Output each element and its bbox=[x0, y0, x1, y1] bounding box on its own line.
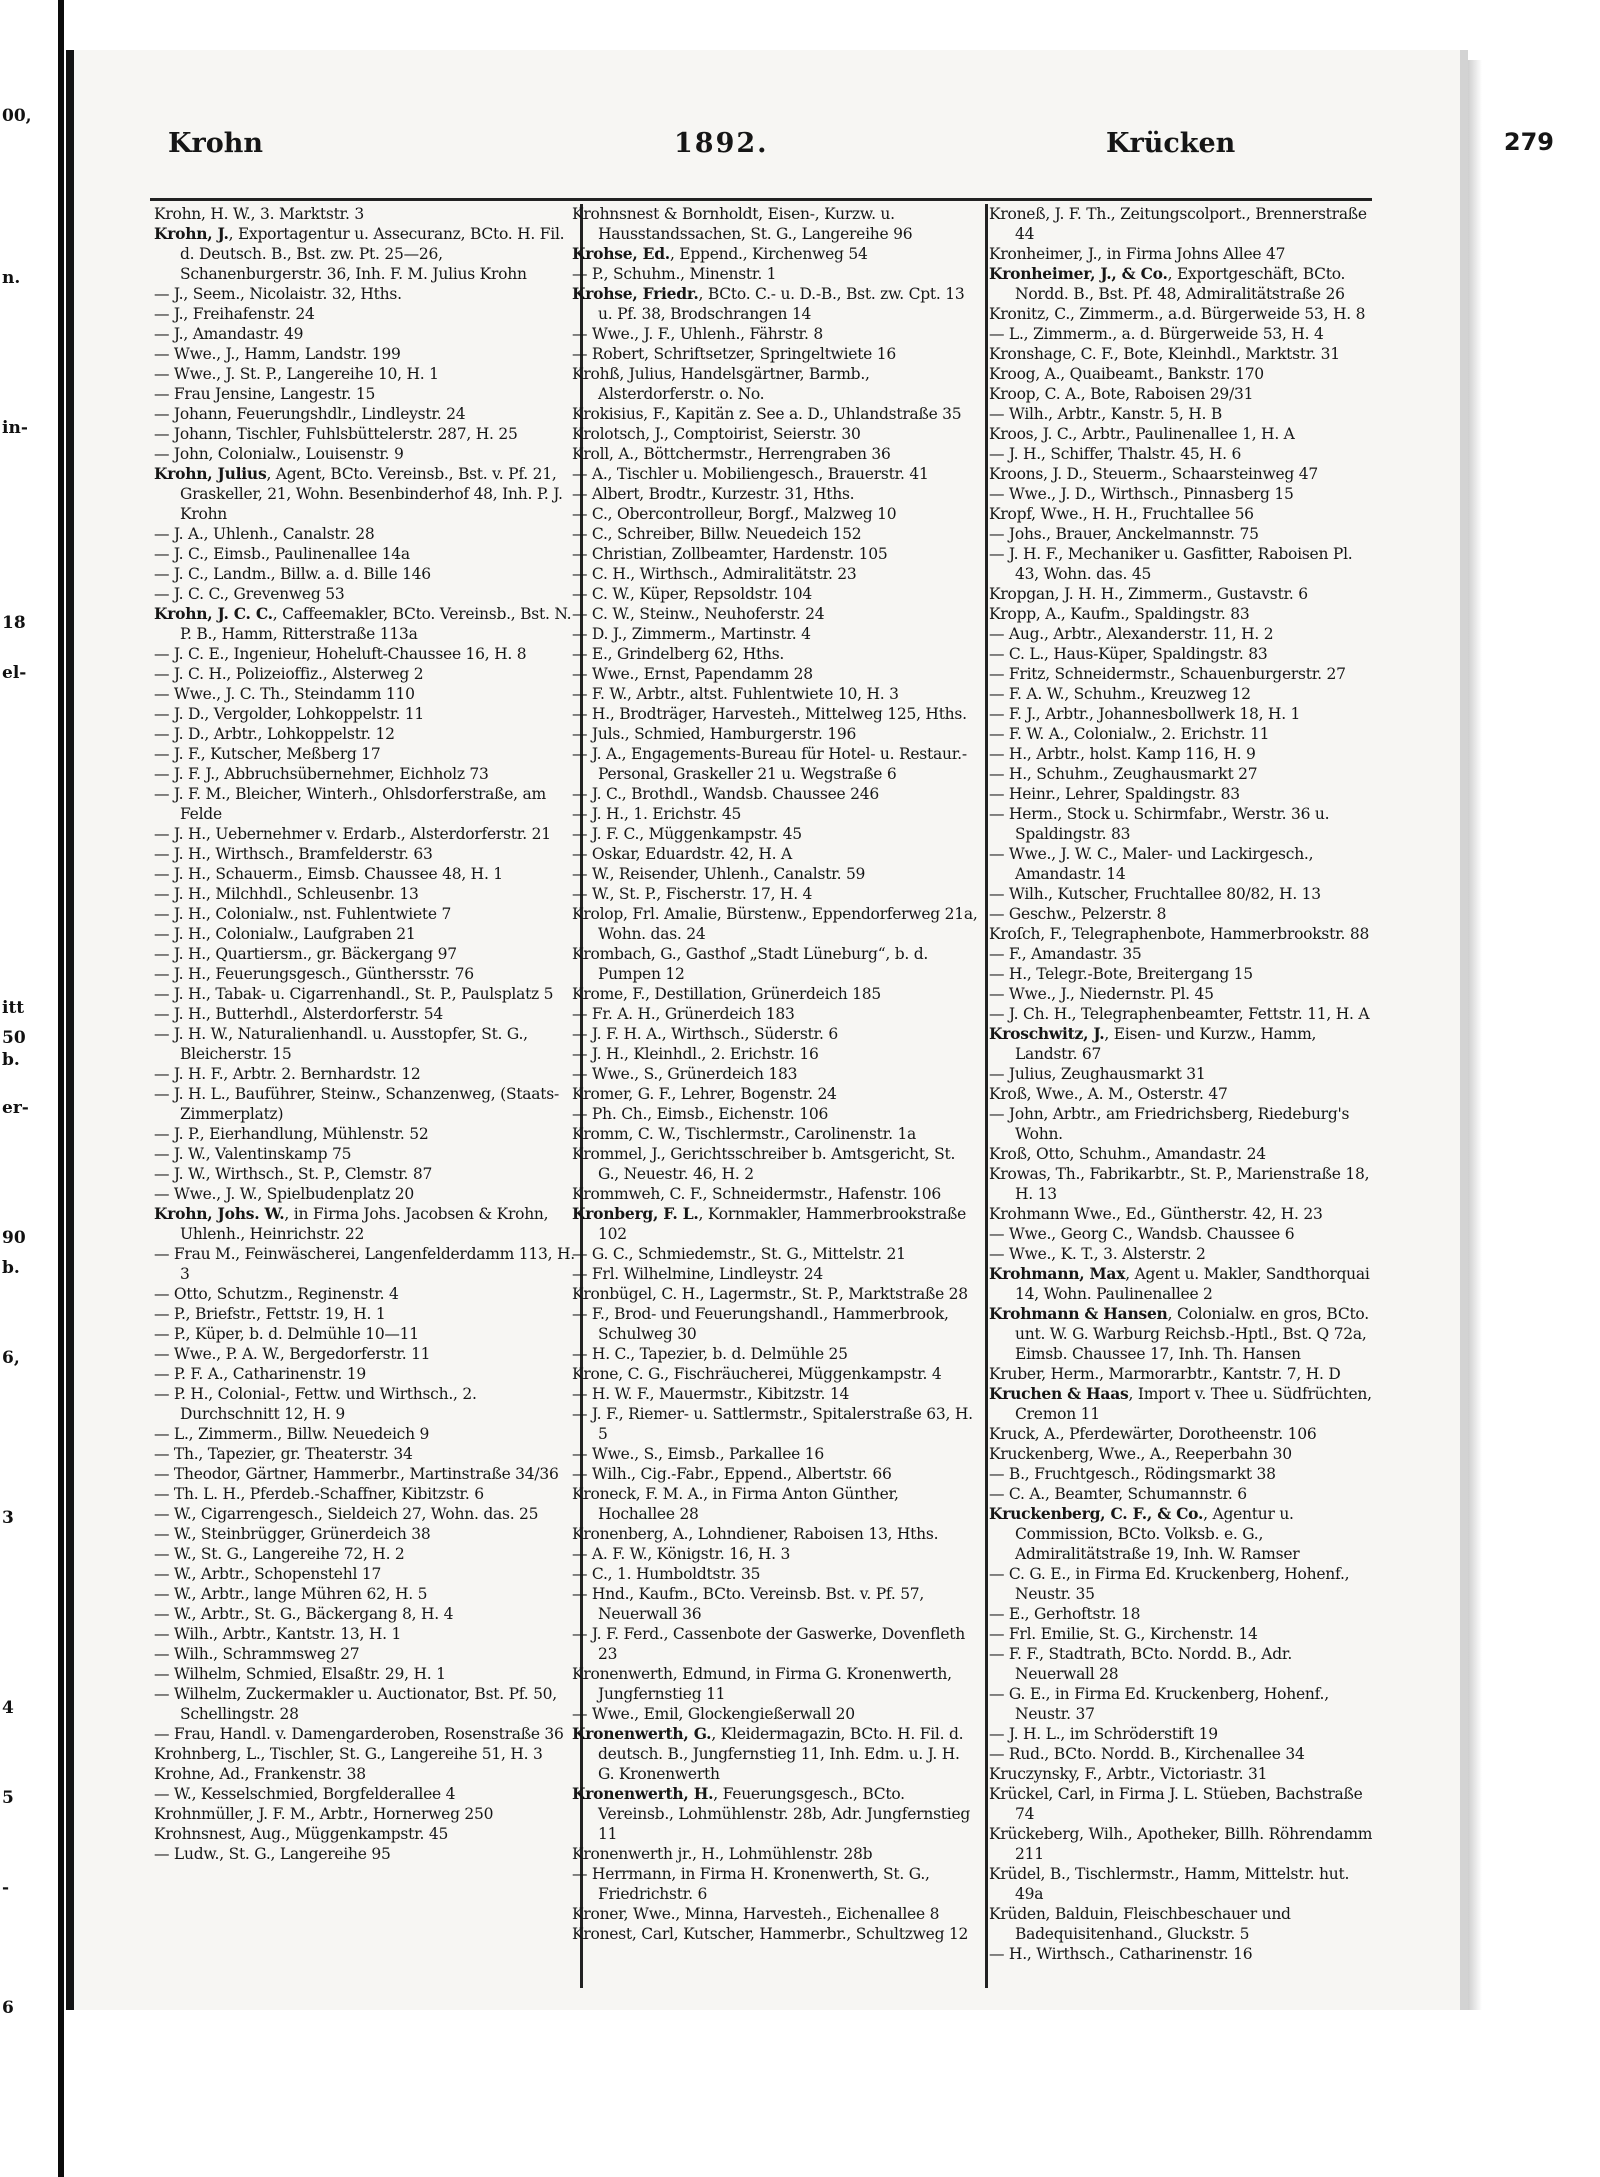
directory-entry: Krokisius, F., Kapitän z. See a. D., Uhlandstraße 35 bbox=[572, 405, 962, 423]
directory-entry: — Oskar, Eduardstr. 42, H. A bbox=[572, 845, 792, 863]
directory-entry: Krolop, Frl. Amalie, Bürstenw., Eppendorferweg 21a, Wohn. das. 24 bbox=[572, 905, 978, 943]
directory-entry: Kruckenberg, Wwe., A., Reeperbahn 30 bbox=[989, 1445, 1292, 1463]
directory-entry: — J. F. J., Abbruchsübernehmer, Eichholz 73 bbox=[154, 765, 489, 783]
directory-entry: Kroog, A., Quaibeamt., Bankstr. 170 bbox=[989, 365, 1264, 383]
directory-entry: Kropp, A., Kaufm., Spaldingstr. 83 bbox=[989, 605, 1250, 623]
directory-entry: Kruck, A., Pferdewärter, Dorotheenstr. 106 bbox=[989, 1425, 1317, 1443]
directory-entry: Kronenwerth, G., Kleidermagazin, BCto. H. Fil. d. deutsch. B., Jungfernstieg 11, Inh. Edm. u. J. H. G. Kronenwerth bbox=[572, 1724, 964, 1783]
directory-entry: — C. W., Steinw., Neuhoferstr. 24 bbox=[572, 605, 825, 623]
directory-entry: — J. D., Vergolder, Lohkoppelstr. 11 bbox=[154, 705, 424, 723]
directory-entry: — Christian, Zollbeamter, Hardenstr. 105 bbox=[572, 545, 888, 563]
header-rule bbox=[150, 198, 1372, 201]
directory-entry: — J. C. C., Grevenweg 53 bbox=[154, 585, 345, 603]
directory-entry: — Johs., Brauer, Anckelmannstr. 75 bbox=[989, 525, 1259, 543]
directory-entry: — Theodor, Gärtner, Hammerbr., Martinstraße 34/36 bbox=[154, 1465, 559, 1483]
directory-entry: — G. C., Schmiedemstr., St. G., Mittelstr. 21 bbox=[572, 1245, 906, 1263]
directory-column-1 bbox=[154, 204, 576, 1988]
directory-entry: Krückeberg, Wilh., Apotheker, Billh. Röhrendamm 211 bbox=[989, 1825, 1373, 1863]
margin-fragment: - bbox=[2, 1878, 10, 1898]
directory-entry: — John, Colonialw., Louisenstr. 9 bbox=[154, 445, 404, 463]
directory-entry: — Th., Tapezier, gr. Theaterstr. 34 bbox=[154, 1445, 413, 1463]
directory-entry: — W., Steinbrügger, Grünerdeich 38 bbox=[154, 1525, 431, 1543]
page-header bbox=[76, 122, 1554, 164]
directory-entry: Kronenberg, A., Lohndiener, Raboisen 13, Hths. bbox=[572, 1525, 939, 1543]
directory-entry: — J. F., Riemer- u. Sattlermstr., Spitalerstraße 63, H. 5 bbox=[572, 1405, 973, 1443]
margin-fragment: 6 bbox=[2, 1998, 14, 2018]
directory-entry: — F. W., Arbtr., altst. Fuhlentwiete 10, H. 3 bbox=[572, 685, 899, 703]
directory-entry: — H., Schuhm., Zeughausmarkt 27 bbox=[989, 765, 1258, 783]
directory-entry: Kronshage, C. F., Bote, Kleinhdl., Marktstr. 31 bbox=[989, 345, 1340, 363]
directory-entry: — J. F., Kutscher, Meßberg 17 bbox=[154, 745, 381, 763]
directory-entry: — Albert, Brodtr., Kurzestr. 31, Hths. bbox=[572, 485, 855, 503]
directory-entry: — W., St. G., Langereihe 72, H. 2 bbox=[154, 1545, 405, 1563]
directory-entry: — Wwe., Ernst, Papendamm 28 bbox=[572, 665, 813, 683]
directory-entry: — J. H., Uebernehmer v. Erdarb., Alsterdorferstr. 21 bbox=[154, 825, 551, 843]
header-year: 1892. bbox=[674, 128, 769, 159]
directory-entry: — Wilhelm, Zuckermakler u. Auctionator, Bst. Pf. 50, Schellingstr. 28 bbox=[154, 1685, 557, 1723]
directory-entry: — Wwe., J. St. P., Langereihe 10, H. 1 bbox=[154, 365, 439, 383]
directory-entry: Kronheimer, J., & Co., Exportgeschäft, BCto. Nordd. B., Bst. Pf. 48, Admiralitätstraße 26 bbox=[989, 264, 1346, 303]
directory-entry: Kronitz, C., Zimmerm., a.d. Bürgerweide 53, H. 8 bbox=[989, 305, 1366, 323]
directory-entry: — H., Brodträger, Harvesteh., Mittelweg 125, Hths. bbox=[572, 705, 967, 723]
directory-entry: — J. P., Eierhandlung, Mühlenstr. 52 bbox=[154, 1125, 429, 1143]
directory-entry: Kropgan, J. H. H., Zimmerm., Gustavstr. 6 bbox=[989, 585, 1308, 603]
directory-entry: Kroop, C. A., Bote, Raboisen 29/31 bbox=[989, 385, 1254, 403]
directory-entry: Krommel, J., Gerichtsschreiber b. Amtsgericht, St. G., Neuestr. 46, H. 2 bbox=[572, 1145, 956, 1183]
directory-entry: Kroschwitz, J., Eisen- und Kurzw., Hamm, Landstr. 67 bbox=[989, 1024, 1317, 1063]
directory-entry: — Wwe., J. C. Th., Steindamm 110 bbox=[154, 685, 415, 703]
directory-entry: — J. H., Wirthsch., Bramfelderstr. 63 bbox=[154, 845, 433, 863]
margin-fragment: 6, bbox=[2, 1348, 20, 1368]
directory-entry: — Frau Jensine, Langestr. 15 bbox=[154, 385, 376, 403]
directory-entry: Krome, F., Destillation, Grünerdeich 185 bbox=[572, 985, 881, 1003]
directory-entry: — P., Briefstr., Fettstr. 19, H. 1 bbox=[154, 1305, 386, 1323]
directory-entry: — C., Schreiber, Billw. Neuedeich 152 bbox=[572, 525, 862, 543]
directory-entry: — D. J., Zimmerm., Martinstr. 4 bbox=[572, 625, 811, 643]
directory-entry: — Frau M., Feinwäscherei, Langenfelderdamm 113, H. 3 bbox=[154, 1245, 575, 1283]
directory-entry: — Wilh., Kutscher, Fruchtallee 80/82, H. 13 bbox=[989, 885, 1321, 903]
directory-entry: Kroneß, J. F. Th., Zeitungscolport., Brennerstraße 44 bbox=[989, 205, 1367, 243]
directory-entry: Krohß, Julius, Handelsgärtner, Barmb., Alsterdorferstr. o. No. bbox=[572, 365, 870, 403]
margin-fragment: b. bbox=[2, 1050, 20, 1070]
directory-entry: Krohse, Ed., Eppend., Kirchenweg 54 bbox=[572, 244, 868, 263]
margin-fragment: el- bbox=[2, 663, 27, 683]
directory-entry: Krückel, Carl, in Firma J. L. Stüeben, Bachstraße 74 bbox=[989, 1785, 1363, 1823]
directory-entry: Krohn, J. C. C., Caffeemakler, BCto. Vereinsb., Bst. N. P. B., Hamm, Ritterstraße 113a bbox=[154, 604, 572, 643]
directory-entry: — Wwe., Georg C., Wandsb. Chaussee 6 bbox=[989, 1225, 1295, 1243]
header-left-guideword: Krohn bbox=[168, 128, 263, 159]
directory-entry: — J. H., Quartiersm., gr. Bäckergang 97 bbox=[154, 945, 457, 963]
directory-entry: — Wilh., Arbtr., Kanstr. 5, H. B bbox=[989, 405, 1223, 423]
directory-entry: — J. C., Landm., Billw. a. d. Bille 146 bbox=[154, 565, 431, 583]
directory-entry: — J. H., Schiffer, Thalstr. 45, H. 6 bbox=[989, 445, 1242, 463]
directory-entry: — F. J., Arbtr., Johannesbollwerk 18, H. 1 bbox=[989, 705, 1301, 723]
directory-entry: — J. H. F., Arbtr. 2. Bernhardstr. 12 bbox=[154, 1065, 421, 1083]
directory-entry: Krohnberg, L., Tischler, St. G., Langereihe 51, H. 3 bbox=[154, 1745, 543, 1763]
directory-entry: — F. F., Stadtrath, BCto. Nordd. B., Adr. Neuerwall 28 bbox=[989, 1645, 1293, 1683]
directory-entry: — F. A. W., Schuhm., Kreuzweg 12 bbox=[989, 685, 1251, 703]
directory-entry: — Wwe., J. W. C., Maler- und Lackirgesch., Amandastr. 14 bbox=[989, 845, 1314, 883]
directory-entry: Krohse, Friedr., BCto. C.- u. D.-B., Bst. zw. Cpt. 13 u. Pf. 38, Brodschrangen 14 bbox=[572, 284, 965, 323]
directory-entry: — J. F. Ferd., Cassenbote der Gaswerke, Dovenfleth 23 bbox=[572, 1625, 965, 1663]
directory-entry: — H., Arbtr., holst. Kamp 116, H. 9 bbox=[989, 745, 1256, 763]
directory-entry: — J. H. L., im Schröderstift 19 bbox=[989, 1725, 1218, 1743]
header-right-guideword: Krücken bbox=[1106, 128, 1236, 159]
directory-entry: Kroß, Wwe., A. M., Osterstr. 47 bbox=[989, 1085, 1228, 1103]
directory-entry: — J. F. C., Müggenkampstr. 45 bbox=[572, 825, 802, 843]
directory-entry: — F., Amandastr. 35 bbox=[989, 945, 1142, 963]
directory-entry: Krohnmüller, J. F. M., Arbtr., Hornerweg 250 bbox=[154, 1805, 494, 1823]
directory-entry: — L., Zimmerm., a. d. Bürgerweide 53, H. 4 bbox=[989, 325, 1324, 343]
directory-entry: Krone, C. G., Fischräucherei, Müggenkampstr. 4 bbox=[572, 1365, 942, 1383]
page-shadow bbox=[1468, 60, 1482, 2010]
directory-entry: — W., Arbtr., Schopenstehl 17 bbox=[154, 1565, 382, 1583]
directory-entry: — Juls., Schmied, Hamburgerstr. 196 bbox=[572, 725, 857, 743]
directory-entry: — J. F. H. A., Wirthsch., Süderstr. 6 bbox=[572, 1025, 838, 1043]
column-divider bbox=[985, 204, 988, 1988]
directory-entry: — Wilh., Arbtr., Kantstr. 13, H. 1 bbox=[154, 1625, 402, 1643]
margin-fragment: 5 bbox=[2, 1788, 14, 1808]
directory-entry: — Hnd., Kaufm., BCto. Vereinsb. Bst. v. Pf. 57, Neuerwall 36 bbox=[572, 1585, 925, 1623]
directory-entry: — Frau, Handl. v. Damengarderoben, Rosenstraße 36 bbox=[154, 1725, 564, 1743]
directory-entry: — J. F. M., Bleicher, Winterh., Ohlsdorferstraße, am Felde bbox=[154, 785, 546, 823]
directory-entry: — H. W. F., Mauermstr., Kibitzstr. 14 bbox=[572, 1385, 850, 1403]
directory-entry: — Frl. Emilie, St. G., Kirchenstr. 14 bbox=[989, 1625, 1258, 1643]
directory-entry: — P., Küper, b. d. Delmühle 10—11 bbox=[154, 1325, 419, 1343]
directory-entry: Krüdel, B., Tischlermstr., Hamm, Mittelstr. hut. 49a bbox=[989, 1865, 1350, 1903]
margin-fragment: b. bbox=[2, 1258, 20, 1278]
margin-fragment: 3 bbox=[2, 1508, 14, 1528]
directory-entry: — J. H., 1. Erichstr. 45 bbox=[572, 805, 742, 823]
directory-entry: Krohn, Johs. W., in Firma Johs. Jacobsen & Krohn, Uhlenh., Heinrichstr. 22 bbox=[154, 1204, 549, 1243]
directory-entry: — J., Freihafenstr. 24 bbox=[154, 305, 315, 323]
directory-entry: Kruczynsky, F., Arbtr., Victoriastr. 31 bbox=[989, 1765, 1268, 1783]
directory-entry: Krommweh, C. F., Schneidermstr., Hafenstr. 106 bbox=[572, 1185, 942, 1203]
directory-entry: — P. F. A., Catharinenstr. 19 bbox=[154, 1365, 367, 1383]
directory-entry: — Aug., Arbtr., Alexanderstr. 11, H. 2 bbox=[989, 625, 1274, 643]
directory-entry: — Wwe., J. D., Wirthsch., Pinnasberg 15 bbox=[989, 485, 1294, 503]
directory-entry: — C. H., Wirthsch., Admiralitätstr. 23 bbox=[572, 565, 857, 583]
directory-entry: Kruber, Herm., Marmorarbtr., Kantstr. 7, H. D bbox=[989, 1365, 1341, 1383]
directory-entry: — Ph. Ch., Eimsb., Eichenstr. 106 bbox=[572, 1105, 829, 1123]
directory-entry: — F. W. A., Colonialw., 2. Erichstr. 11 bbox=[989, 725, 1270, 743]
directory-entry: — Th. L. H., Pferdeb.-Schaffner, Kibitzstr. 6 bbox=[154, 1485, 484, 1503]
directory-entry: — H. C., Tapezier, b. d. Delmühle 25 bbox=[572, 1345, 848, 1363]
directory-entry: — Wwe., J. W., Spielbudenplatz 20 bbox=[154, 1185, 414, 1203]
directory-entry: Kroß, Otto, Schuhm., Amandastr. 24 bbox=[989, 1145, 1266, 1163]
directory-entry: Krombach, G., Gasthof „Stadt Lüneburg“, b. d. Pumpen 12 bbox=[572, 945, 929, 983]
directory-entry: — J. A., Uhlenh., Canalstr. 28 bbox=[154, 525, 375, 543]
directory-entry: — J. A., Engagements-Bureau für Hotel- u. Restaur.-Personal, Graskeller 21 u. Wegstraße 6 bbox=[572, 745, 967, 783]
directory-entry: Kroll, A., Böttchermstr., Herrengraben 36 bbox=[572, 445, 891, 463]
directory-entry: — P. H., Colonial-, Fettw. und Wirthsch., 2. Durchschnitt 12, H. 9 bbox=[154, 1385, 477, 1423]
directory-entry: — H., Telegr.-Bote, Breitergang 15 bbox=[989, 965, 1253, 983]
directory-entry: — W., Arbtr., St. G., Bäckergang 8, H. 4 bbox=[154, 1605, 454, 1623]
directory-entry: — Fritz, Schneidermstr., Schauenburgerstr. 27 bbox=[989, 665, 1346, 683]
directory-entry: Krolotsch, J., Comptoirist, Seierstr. 30 bbox=[572, 425, 861, 443]
directory-entry: — W., St. P., Fischerstr. 17, H. 4 bbox=[572, 885, 813, 903]
directory-entry: — C., Obercontrolleur, Borgf., Malzweg 10 bbox=[572, 505, 897, 523]
directory-entry: Krüden, Balduin, Fleischbeschauer und Badequisitenhand., Gluckstr. 5 bbox=[989, 1905, 1291, 1943]
directory-entry: Krohmann, Max, Agent u. Makler, Sandthorquai 14, Wohn. Paulinenallee 2 bbox=[989, 1264, 1370, 1303]
directory-entry: Kronest, Carl, Kutscher, Hammerbr., Schultzweg 12 bbox=[572, 1925, 969, 1943]
directory-entry: — Wwe., S., Grünerdeich 183 bbox=[572, 1065, 798, 1083]
directory-entry: — J. H., Milchhdl., Schleusenbr. 13 bbox=[154, 885, 419, 903]
directory-entry: — John, Arbtr., am Friedrichsberg, Riedeburg's Wohn. bbox=[989, 1105, 1350, 1143]
directory-entry: — Wwe., S., Eimsb., Parkallee 16 bbox=[572, 1445, 824, 1463]
directory-entry: — J. H., Colonialw., nst. Fuhlentwiete 7 bbox=[154, 905, 452, 923]
directory-entry: — W., Arbtr., lange Mühren 62, H. 5 bbox=[154, 1585, 428, 1603]
directory-entry: Krohnsnest & Bornholdt, Eisen-, Kurzw. u. Hausstandssachen, St. G., Langereihe 96 bbox=[572, 205, 913, 243]
left-page-edge bbox=[0, 0, 64, 2177]
directory-entry: — Wilh., Cig.-Fabr., Eppend., Albertstr. 66 bbox=[572, 1465, 892, 1483]
directory-entry: — J. H., Feuerungsgesch., Günthersstr. 76 bbox=[154, 965, 474, 983]
directory-entry: — A., Tischler u. Mobiliengesch., Brauerstr. 41 bbox=[572, 465, 929, 483]
margin-fragment: in- bbox=[2, 418, 28, 438]
directory-entry: — J. W., Valentinskamp 75 bbox=[154, 1145, 352, 1163]
directory-entry: Kroos, J. C., Arbtr., Paulinenallee 1, H. A bbox=[989, 425, 1295, 443]
directory-entry: Kromer, G. F., Lehrer, Bogenstr. 24 bbox=[572, 1085, 837, 1103]
directory-entry: — L., Zimmerm., Billw. Neuedeich 9 bbox=[154, 1425, 430, 1443]
directory-entry: — Otto, Schutzm., Reginenstr. 4 bbox=[154, 1285, 399, 1303]
directory-entry: — Wwe., J., Hamm, Landstr. 199 bbox=[154, 345, 401, 363]
directory-entry: — F., Brod- und Feuerungshandl., Hammerbrook, Schulweg 30 bbox=[572, 1305, 949, 1343]
directory-column-3 bbox=[989, 204, 1375, 1988]
directory-entry: — Rud., BCto. Nordd. B., Kirchenallee 34 bbox=[989, 1745, 1305, 1763]
directory-entry: — P., Schuhm., Minenstr. 1 bbox=[572, 265, 777, 283]
directory-entry: — Ludw., St. G., Langereihe 95 bbox=[154, 1845, 391, 1863]
directory-entry: — Julius, Zeughausmarkt 31 bbox=[989, 1065, 1206, 1083]
page-number: 279 bbox=[1503, 128, 1554, 156]
directory-entry: — Wwe., Emil, Glockengießerwall 20 bbox=[572, 1705, 855, 1723]
margin-fragment: itt bbox=[2, 998, 25, 1018]
directory-entry: — J. H., Tabak- u. Cigarrenhandl., St. P., Paulsplatz 5 bbox=[154, 985, 554, 1003]
directory-entry: — H., Wirthsch., Catharinenstr. 16 bbox=[989, 1945, 1253, 1963]
directory-entry: — W., Reisender, Uhlenh., Canalstr. 59 bbox=[572, 865, 866, 883]
margin-fragment: 18 bbox=[2, 613, 26, 633]
directory-entry: — Fr. A. H., Grünerdeich 183 bbox=[572, 1005, 795, 1023]
margin-fragment: 90 bbox=[2, 1228, 26, 1248]
directory-entry: Kronenwerth jr., H., Lohmühlenstr. 28b bbox=[572, 1845, 873, 1863]
directory-entry: — J., Amandastr. 49 bbox=[154, 325, 304, 343]
directory-entry: Krohmann Wwe., Ed., Güntherstr. 42, H. 23 bbox=[989, 1205, 1323, 1223]
directory-entry: Kroſch, F., Telegraphenbote, Hammerbrookstr. 88 bbox=[989, 925, 1370, 943]
margin-fragment: 4 bbox=[2, 1698, 14, 1718]
directory-entry: — Geschw., Pelzerstr. 8 bbox=[989, 905, 1167, 923]
directory-entry: — Wwe., K. T., 3. Alsterstr. 2 bbox=[989, 1245, 1206, 1263]
directory-entry: — J. H., Butterhdl., Alsterdorferstr. 54 bbox=[154, 1005, 444, 1023]
margin-fragment: er- bbox=[2, 1098, 29, 1118]
directory-entry: — C. W., Küper, Repsoldstr. 104 bbox=[572, 585, 812, 603]
directory-entry: — J. H. W., Naturalienhandl. u. Ausstopfer, St. G., Bleicherstr. 15 bbox=[154, 1025, 528, 1063]
directory-entry: — J. H., Kleinhdl., 2. Erichstr. 16 bbox=[572, 1045, 819, 1063]
directory-entry: — J. Ch. H., Telegraphenbeamter, Fettstr. 11, H. A bbox=[989, 1005, 1370, 1023]
directory-entry: Krohmann & Hansen, Colonialw. en gros, BCto. unt. W. G. Warburg Reichsb.-Hptl., Bst. Q 72a, Eimsb. Chaussee 17, Inh. Th. Hansen bbox=[989, 1304, 1369, 1363]
directory-entry: — J. C. E., Ingenieur, Hoheluft-Chaussee 16, H. 8 bbox=[154, 645, 527, 663]
book-gutter bbox=[66, 50, 74, 2010]
directory-entry: Kronenwerth, Edmund, in Firma G. Kronenwerth, Jungfernstieg 11 bbox=[572, 1665, 952, 1703]
directory-entry: — J. C. H., Polizeioffiz., Alsterweg 2 bbox=[154, 665, 424, 683]
directory-entry: — Heinr., Lehrer, Spaldingstr. 83 bbox=[989, 785, 1240, 803]
directory-entry: — A. F. W., Königstr. 16, H. 3 bbox=[572, 1545, 791, 1563]
directory-entry: Kronenwerth, H., Feuerungsgesch., BCto. Vereinsb., Lohmühlenstr. 28b, Adr. Jungfernstieg 11 bbox=[572, 1784, 971, 1843]
directory-entry: Krohn, J., Exportagentur u. Assecuranz, BCto. H. Fil. d. Deutsch. B., Bst. zw. Pt. 25—26, Schanenburgerstr. 36, Inh. F. M. Julius Krohn bbox=[154, 224, 565, 283]
directory-entry: Kroner, Wwe., Minna, Harvesteh., Eichenallee 8 bbox=[572, 1905, 940, 1923]
directory-entry: — J. D., Arbtr., Lohkoppelstr. 12 bbox=[154, 725, 395, 743]
directory-entry: — C. L., Haus-Küper, Spaldingstr. 83 bbox=[989, 645, 1268, 663]
directory-entry: — J., Seem., Nicolaistr. 32, Hths. bbox=[154, 285, 402, 303]
directory-entry: Krohnsnest, Aug., Müggenkampstr. 45 bbox=[154, 1825, 449, 1843]
directory-entry: — J. H. F., Mechaniker u. Gasfitter, Raboisen Pl. 43, Wohn. das. 45 bbox=[989, 545, 1353, 583]
directory-entry: Kroons, J. D., Steuerm., Schaarsteinweg 47 bbox=[989, 465, 1319, 483]
directory-entry: Krohne, Ad., Frankenstr. 38 bbox=[154, 1765, 366, 1783]
directory-entry: — Robert, Schriftsetzer, Springeltwiete 16 bbox=[572, 345, 897, 363]
directory-entry: — Wilhelm, Schmied, Elsaßtr. 29, H. 1 bbox=[154, 1665, 446, 1683]
directory-column-2 bbox=[572, 204, 980, 1988]
directory-entry: Krohn, Julius, Agent, BCto. Vereinsb., Bst. v. Pf. 21, Graskeller, 21, Wohn. Besenbinderhof 48, Inh. P. J. Krohn bbox=[154, 464, 563, 523]
directory-entry: — Wilh., Schrammsweg 27 bbox=[154, 1645, 360, 1663]
directory-entry: — E., Gerhoftstr. 18 bbox=[989, 1605, 1141, 1623]
directory-entry: — Herrmann, in Firma H. Kronenwerth, St. G., Friedrichstr. 6 bbox=[572, 1865, 930, 1903]
directory-entry: Kroneck, F. M. A., in Firma Anton Günther, Hochallee 28 bbox=[572, 1485, 899, 1523]
margin-fragment: 50 bbox=[2, 1028, 26, 1048]
directory-entry: — Wwe., J., Niedernstr. Pl. 45 bbox=[989, 985, 1214, 1003]
directory-entry: — J. W., Wirthsch., St. P., Clemstr. 87 bbox=[154, 1165, 433, 1183]
directory-entry: Kronbügel, C. H., Lagermstr., St. P., Marktstraße 28 bbox=[572, 1285, 968, 1303]
directory-entry: Krowas, Th., Fabrikarbtr., St. P., Marienstraße 18, H. 13 bbox=[989, 1165, 1370, 1203]
margin-fragment: n. bbox=[2, 268, 21, 288]
directory-entry: Kromm, C. W., Tischlermstr., Carolinenstr. 1a bbox=[572, 1125, 917, 1143]
directory-entry: Kronheimer, J., in Firma Johns Allee 47 bbox=[989, 245, 1286, 263]
directory-entry: — Johann, Feuerungshdlr., Lindleystr. 24 bbox=[154, 405, 466, 423]
directory-entry: — J. H. L., Bauführer, Steinw., Schanzenweg, (Staats-Zimmerplatz) bbox=[154, 1085, 559, 1123]
directory-entry: — J. C., Eimsb., Paulinenallee 14a bbox=[154, 545, 410, 563]
directory-entry: — Frl. Wilhelmine, Lindleystr. 24 bbox=[572, 1265, 824, 1283]
directory-entry: Kruckenberg, C. F., & Co., Agentur u. Commission, BCto. Volksb. e. G., Admiralitätstraße 19, Inh. W. Ramser bbox=[989, 1504, 1300, 1563]
directory-entry: — B., Fruchtgesch., Rödingsmarkt 38 bbox=[989, 1465, 1276, 1483]
directory-entry: Kropf, Wwe., H. H., Fruchtallee 56 bbox=[989, 505, 1254, 523]
directory-entry: — G. E., in Firma Ed. Kruckenberg, Hohenf., Neustr. 37 bbox=[989, 1685, 1329, 1723]
directory-entry: — J. C., Brothdl., Wandsb. Chaussee 246 bbox=[572, 785, 879, 803]
margin-fragment: 00, bbox=[2, 106, 32, 126]
directory-entry: — C. A., Beamter, Schumannstr. 6 bbox=[989, 1485, 1247, 1503]
directory-entry: — W., Kesselschmied, Borgfelderallee 4 bbox=[154, 1785, 456, 1803]
directory-entry: — W., Cigarrengesch., Sieldeich 27, Wohn. das. 25 bbox=[154, 1505, 539, 1523]
directory-entry: — Wwe., P. A. W., Bergedorferstr. 11 bbox=[154, 1345, 431, 1363]
directory-entry: — J. H., Schauerm., Eimsb. Chaussee 48, H. 1 bbox=[154, 865, 503, 883]
directory-entry: — C. G. E., in Firma Ed. Kruckenberg, Hohenf., Neustr. 35 bbox=[989, 1565, 1350, 1603]
directory-entry: — E., Grindelberg 62, Hths. bbox=[572, 645, 785, 663]
directory-entry: Kruchen & Haas, Import v. Thee u. Südfrüchten, Cremon 11 bbox=[989, 1384, 1372, 1423]
directory-entry: — Wwe., J. F., Uhlenh., Fährstr. 8 bbox=[572, 325, 823, 343]
directory-entry: Kronberg, F. L., Kornmakler, Hammerbrookstraße 102 bbox=[572, 1204, 967, 1243]
directory-entry: — Herm., Stock u. Schirmfabr., Werstr. 36 u. Spaldingstr. 83 bbox=[989, 805, 1330, 843]
directory-entry: — J. H., Colonialw., Laufgraben 21 bbox=[154, 925, 416, 943]
directory-entry: — C., 1. Humboldtstr. 35 bbox=[572, 1565, 761, 1583]
directory-entry: Krohn, H. W., 3. Marktstr. 3 bbox=[154, 205, 364, 223]
directory-entry: — Johann, Tischler, Fuhlsbüttelerstr. 287, H. 25 bbox=[154, 425, 518, 443]
